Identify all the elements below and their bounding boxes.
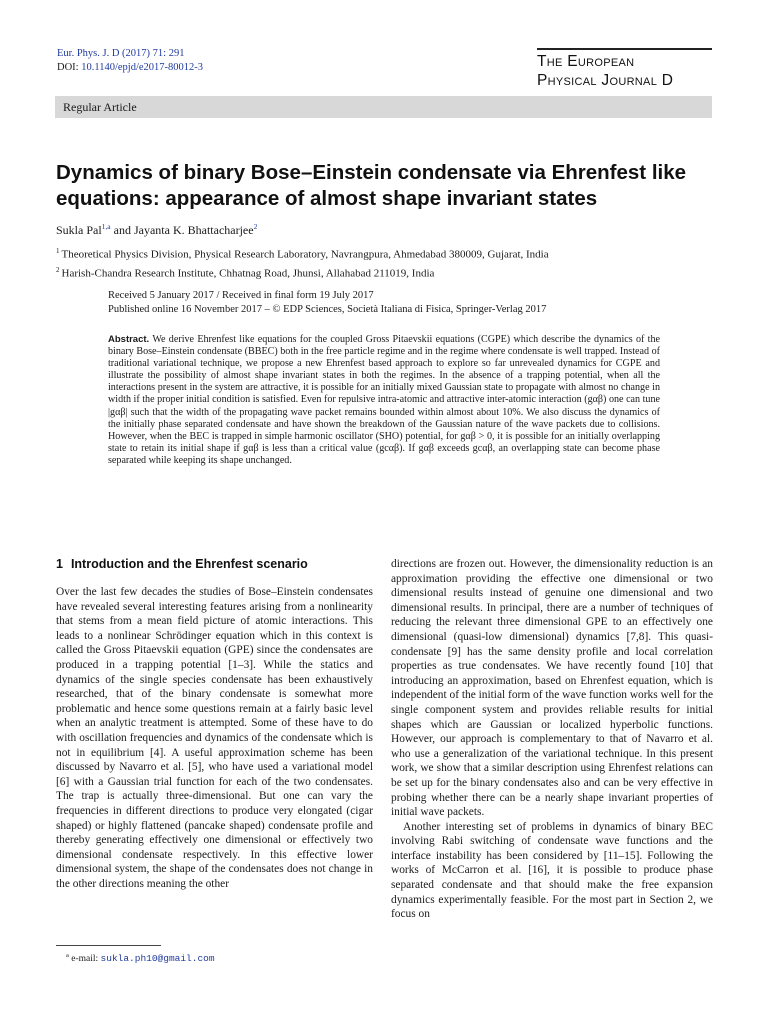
doi-line	[57, 61, 203, 75]
received-date: Received 5 January 2017 / Received in final form 19 July 2017	[108, 290, 374, 301]
journal-name-line2: Physical Journal D	[537, 72, 674, 89]
right-column	[391, 557, 713, 922]
article-type-label: Regular Article	[63, 100, 137, 114]
footnote-label: e-mail:	[68, 954, 101, 965]
body-paragraph: Over the last few decades the studies of Bose–Einstein condensates have revealed several interesting features arising from a nonlinearity that stems from a mean field picture of atomic interactions. This leads to a nonlinear Schrödinger equation which in this context is called the Gross Pitaevskii equation (GPE) since the condensates are produced in a trapping potential [1–3]. While the statics and dynamics of the single species condensate has been exhaustively researched, that of the binary condensate is somewhat more problematic and hence some questions remain at a fairly basic level when an analytic treatment is attempted. Some of these have to do with oscillation frequencies and dynamics of the condensate which is not in equilibrium [4]. A useful approximation scheme has been discussed by Navarro et al. [5], who have used a variational model [6] with a Gaussian trial function for each of the two condensates. The trap is actually three-dimensional. But one can vary the frequencies in different directions to produce very elongated (cigar shaped) or highly flattened (pancake shaped) condensate profile and thereby generating effectively one dimensional or effectively two dimensional condensate respectively. In this effective lower dimensional system, the shape of the condensates does not change in the other directions meaning the other	[56, 586, 373, 890]
author-1: Sukla Pal	[56, 223, 102, 237]
section-heading	[56, 556, 308, 572]
affiliation-1-text: Theoretical Physics Division, Physical Research Laboratory, Navrangpura, Ahmedabad 380009, Gujarat, India	[61, 248, 549, 261]
affiliation-2-marker: 2	[56, 265, 60, 274]
section-number: 1	[56, 557, 63, 571]
affiliations	[56, 244, 716, 281]
footnote-rule	[56, 945, 161, 946]
citation-block	[57, 47, 203, 75]
doi-link[interactable]: 10.1140/epjd/e2017-80012-3	[81, 62, 204, 73]
abstract-label: Abstract.	[108, 334, 150, 345]
author-list	[56, 219, 257, 238]
published-date: Published online 16 November 2017 – © EDP Sciences, Società Italiana di Fisica, Springer-Verlag 2017	[108, 304, 547, 315]
article-type-banner	[55, 96, 712, 118]
citation-link[interactable]: Eur. Phys. J. D (2017) 71: 291	[57, 48, 185, 59]
journal-rule	[537, 48, 712, 50]
affiliation-1	[56, 244, 716, 263]
journal-name	[537, 52, 717, 90]
left-column	[56, 585, 373, 891]
journal-name-line1: The European	[537, 53, 635, 70]
body-paragraph: Another interesting set of problems in dynamics of binary BEC involving Rabi switching of condensate wave functions and the interface instability has been considered by [11–15]. Following the works of McCarron et al. [16], it is possible to produce phase separated condensate and that should make the free expansion dynamics experimentally feasible. For the most part in Section 2, we focus on	[391, 820, 713, 921]
abstract-text: We derive Ehrenfest like equations for the coupled Gross Pitaevskii equations (CGPE) which describe the dynamics of the binary Bose–Einstein condensate (BBEC) both in the free particle regime and in the regime where condensate is well trapped. Instead of traditional variational technique, we propose a new Ehrenfest based approach to explore so far unrevealed dynamics for CGPE and illustrate the possibility of almost shape invariant states in both the regimes. In the absence of a trapping potential, when all the interactions present in the system are attractive, it is possible for an initially mixed Gaussian state to propagate with almost no change in width if the proper initial condition is satisfied. Even for repulsive intra-atomic and attractive inter-atomic interaction (gαβ) one can tune |gαβ| such that the width of the propagating wave packet remains bounded within almost about 10%. We also discuss the dynamics of the initially phase separated condensate and have shown the breakdown of the Gaussian nature of the wave packets due to collisions. However, when the BEC is trapped in simple harmonic oscillator (SHO) potential, for gαβ > 0, it is possible for an initially overlapping state to retain its initial shape if gαβ is less than a critical value (gcαβ). If gαβ exceeds gcαβ, an overlapping state can become phase separated while keeping its shape unchanged.	[108, 334, 660, 466]
email-link[interactable]: sukla.ph10@gmail.com	[100, 953, 215, 965]
abstract	[108, 334, 660, 467]
author-2: Jayanta K. Bhattacharjee	[133, 223, 254, 237]
affiliation-2-text: Harish-Chandra Research Institute, Chhatnag Road, Jhunsi, Allahabad 211019, India	[61, 267, 435, 280]
section-title: Introduction and the Ehrenfest scenario	[70, 557, 308, 571]
paper-title: Dynamics of binary Bose–Einstein condensate via Ehrenfest like equations: appearance of almost shape invariant states	[56, 161, 687, 210]
footnote-marker: a	[66, 952, 69, 959]
footnote	[66, 950, 215, 965]
affiliation-1-marker: 1	[56, 247, 60, 255]
body-paragraph: directions are frozen out. However, the dimensionality reduction is an approximation providing the effective one dimensional or two dimensional results instead of genuine one dimensional and two dimensional results. In principal, there are a number of techniques of reducing the relevant three dimensional GPE to an effectively one dimensional (quasi-low dimensional) dynamics [7,8]. This quasi-condensate [9] has the same density profile and local correlation properties as true condensates. We have recently found [10] that introducing an approximation, based on Ehrenfest equation, which is independent of the initial form of the wave function works well for the single component system and provides reliable results for initial shapes which are Gaussian or localized hyperbolic functions. However, our approach is complementary to that of Navarro et al. who use a generalization of the variational technique. In this present work, we show that a similar description using Ehrenfest relations can be set up for the binary condensates also and can be very effective in probing whether there can be a nearly shape invariant properties of initial wave packets.	[391, 558, 714, 819]
author-2-affiliation-marker[interactable]: 2	[253, 222, 258, 231]
authors-and: and	[110, 223, 134, 237]
doi-prefix: DOI:	[57, 62, 82, 73]
publication-dates	[108, 289, 708, 317]
author-1-affiliation-marker[interactable]: 1,a	[101, 222, 111, 231]
affiliation-2	[56, 263, 716, 282]
